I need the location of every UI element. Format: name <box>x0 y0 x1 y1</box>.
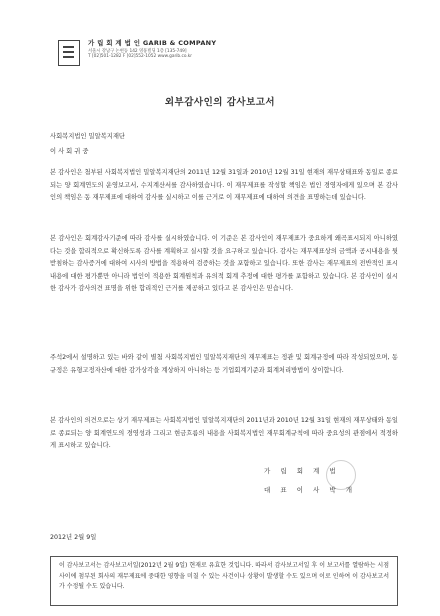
paragraph-scope: 본 감사인은 첨부된 사회복지법인 밀알복지재단의 2011년 12월 31일과 2010년 12월 31일 현재의 재무상태표와 동일로 종료되는 양 회계연도의 운영보고서, 수지계산서를 감사하였습니다. 이 재무제표를 작성할 책임은 법인 경영자에게 있으며 본 감사인의 책임은 동 재무제표에 대하여 감사를 실시하고 이를 근거로 이 재무제표에 대하여 의견을 표명하는데 있습니다. <box>50 169 398 202</box>
letterhead <box>58 38 258 78</box>
firm-logo-icon <box>58 40 80 66</box>
paragraph-standards: 본 감사인은 회계감사기준에 따라 감사를 실시하였습니다. 이 기준은 본 감사인이 재무제표가 중요하게 왜곡표시되지 아니하였다는 것을 합리적으로 확신하도록 감사를 계획하고 실시할 것을 요구하고 있습니다. 감사는 재무제표상의 금액과 공시내용을 뒷받침하는 감사증거에 대하여 시사의 방법을 적용하여 검증하는 것을 포함하고 있습니다. 또한 감사는 재무제표의 전반적인 표시내용에 대한 평가뿐만 아니라 법인이 적용한 회계원칙과 유의적 회계 추정에 대한 평가를 포함하고 있습니다. 본 감사인이 실시한 감사가 감사의견 표명을 위한 합리적인 근거를 제공하고 있다고 본 감사인은 믿습니다. <box>50 235 398 293</box>
report-date: 2012년 2월 9일 <box>50 534 97 541</box>
validity-notice-box <box>50 556 398 606</box>
report-title: 외부감사인의 감사보고서 <box>164 97 276 108</box>
recipient-organization: 사회복지법인 밀알복지재단 <box>50 133 125 140</box>
letterhead-address: 서울시 강남구 논현동 142 영풍빌딩 1층 [135-749] <box>88 49 187 54</box>
recipient-board: 이 사 회 귀 중 <box>50 148 89 155</box>
validity-notice-text: 이 감사보고서는 감사보고서일(2012년 2월 9일) 현재로 유효한 것입니다. 따라서 감사보고서일 후 이 보고서를 열람하는 시점 사이에 첨부된 회사의 재무제표에 중대한 영향을 미칠 수 있는 사건이나 상황이 발생할 수도 있으며 이로 인하여 이 감사보고서가 수정될 수도 있습니다. <box>59 562 389 590</box>
letterhead-firm-name: 가 립 회 계 법 인 GARIB & COMPANY <box>88 39 217 47</box>
paragraph-opinion: 본 감사인의 의견으로는 상기 재무제표는 사회복지법인 밀알복지재단의 2011년과 2010년 12월 31일 현재의 재무상태와 동일로 종료되는 양 회계연도의 경영성과 그리고 현금흐름의 내용을 사회복지법인 재무회계규칙에 따라 중요성의 관점에서 적정하게 표시하고 있습니다. <box>50 417 398 450</box>
paragraph-basis-note: 주석2에서 설명하고 있는 바와 같이 별첨 사회복지법인 밀알복지재단의 재무제표는 정관 및 회계규정에 따라 작성되었으며, 동 규정은 유형고정자산에 대한 감가상각을 계상하지 아니하는 등 기업회계기준과 회계처리방법이 상이합니다. <box>50 354 398 374</box>
signature-firm-name: 가 립 회 계 법 <box>264 467 340 475</box>
letterhead-contact: T [02]501-1282 F [02]552-1052 www.garib.co.kr <box>88 54 193 59</box>
signature-ceo-name: 대 표 이 사 박 개 <box>264 486 357 494</box>
